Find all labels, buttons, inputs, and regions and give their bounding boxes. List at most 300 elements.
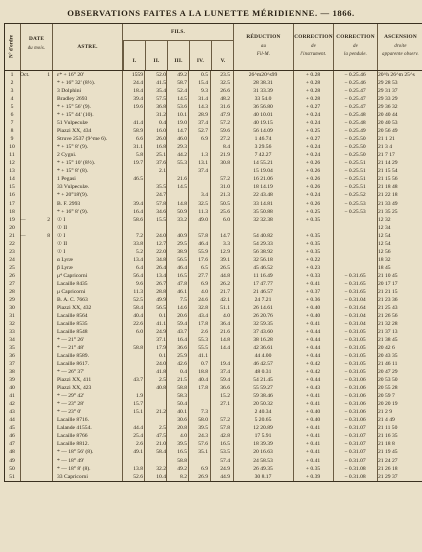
table-row: [5, 191, 422, 199]
row-fil-4: 43.4: [198, 312, 208, 319]
row-number: 35: [9, 345, 15, 352]
row-month: Oct.: [20, 72, 30, 78]
row-correction-pendule: − 0.25.53: [344, 208, 366, 215]
row-number: 36: [9, 353, 15, 360]
row-star: 33 Vulpeculæ.: [57, 184, 90, 191]
row-fil-3: 50.9: [177, 208, 187, 215]
row-ascension: 12 54: [378, 232, 391, 239]
row-fil-3: 56.5: [177, 256, 187, 263]
row-reduction: 38 16.28: [253, 337, 273, 344]
row-fil-4: 17.6: [198, 256, 208, 263]
row-reduction: 31 33.39: [253, 88, 273, 95]
row-fil-3: 25.9: [177, 353, 187, 360]
row-correction-instrument: + 0.26: [305, 168, 321, 175]
row-fil-2: 26.4: [156, 264, 166, 271]
row-reduction: 15 19.04: [253, 168, 273, 175]
row-fil-4: 7.3: [201, 409, 208, 416]
row-correction-instrument: + 0.35: [305, 248, 321, 255]
row-ascension: 21 15 56: [378, 176, 398, 183]
header-ascension: ASCENSION droite apparente observ.: [377, 24, 422, 70]
row-correction-instrument: + 0.26: [305, 160, 321, 167]
row-number: 50: [9, 465, 15, 472]
table-row: [5, 127, 422, 135]
row-number: 21: [9, 232, 15, 239]
row-fil-2: 31.2: [156, 112, 166, 119]
row-number: 17: [9, 200, 15, 207]
row-star: * — 18° 56' (8).: [57, 449, 94, 456]
row-correction-instrument: + 0.25: [305, 128, 321, 135]
row-fil-5: 44.8: [220, 272, 230, 279]
table-row: [5, 71, 422, 79]
row-fil-3: 53.6: [177, 104, 187, 111]
row-correction-instrument: + 0.24: [305, 112, 321, 119]
row-fil-5: 42.1: [220, 296, 230, 303]
row-correction-instrument: + 0.41: [305, 425, 321, 432]
row-ascension: 21 37 13: [378, 329, 398, 335]
row-fil-3: 47.8: [177, 280, 187, 287]
row-star: Lacaille 8548: [57, 329, 88, 335]
row-day: 2: [47, 216, 50, 223]
row-fil-5: 19.4: [220, 361, 230, 368]
row-fil-3: 58.7: [177, 80, 187, 87]
row-correction-instrument: + 0.41: [305, 449, 321, 456]
row-number: 16: [9, 192, 15, 199]
row-correction-instrument: + 0.44: [305, 329, 321, 335]
row-reduction: 56 14.09: [253, 128, 273, 135]
row-fil-4: 6.9: [201, 465, 208, 472]
table-row: [5, 457, 422, 465]
row-star: Piazzi XX, 432: [57, 304, 92, 311]
row-correction-pendule: − 0.25.52: [344, 192, 366, 199]
row-ascension: 21 18 8: [378, 441, 395, 448]
table-row: [5, 424, 422, 432]
row-fil-4: 55.9: [198, 248, 208, 255]
row-correction-instrument: + 0.22: [305, 256, 321, 263]
row-star: * — 21° 48': [57, 345, 85, 352]
row-correction-pendule: − 0.31.07: [344, 433, 366, 440]
row-fil-1: 19.7: [133, 160, 143, 167]
table-row: [5, 151, 422, 159]
row-reduction: 30 8.17: [254, 473, 272, 480]
row-star: 33 Capricorni: [57, 473, 88, 480]
row-ascension: 21 18 48: [378, 184, 398, 191]
row-number: 45: [9, 425, 15, 432]
row-fil-1: 6.4: [136, 264, 143, 271]
row-reduction: 14 55.21: [253, 160, 273, 167]
table-row: [5, 473, 422, 481]
row-ascension: 20 40 44: [378, 112, 398, 119]
row-fil-5: 26.2: [220, 280, 230, 287]
row-ascension: 29 33 29: [378, 96, 398, 103]
row-ascension: 21 3 4: [378, 144, 392, 151]
row-fil-1: 52.6: [133, 473, 143, 480]
row-star: * + 15° 10' (8½).: [57, 160, 96, 167]
row-correction-pendule: − 0.31.08: [344, 465, 366, 472]
row-fil-3: 42.6: [177, 361, 187, 368]
row-correction-pendule: − 0.25.50: [344, 136, 366, 143]
row-star: ☉ II: [57, 240, 68, 247]
header-correction-instrument: CORRECTION de l'instrument.: [293, 24, 333, 70]
row-fil-1: 5.8: [136, 152, 143, 159]
table-row: [5, 384, 422, 392]
row-star: ☉ I: [57, 232, 66, 239]
row-star: Piazzi XX, 423: [57, 385, 92, 392]
row-number: 42: [9, 401, 15, 408]
table-row: [5, 408, 422, 416]
row-correction-pendule: − 0.31.05: [344, 353, 366, 360]
row-fil-3: 21.5: [177, 377, 187, 384]
table-row: [5, 159, 422, 167]
row-correction-pendule: − 0.31.04: [344, 312, 366, 319]
row-number: 11: [9, 152, 15, 159]
table-row: [5, 256, 422, 264]
row-correction-instrument: + 0.41: [305, 393, 321, 400]
row-number: 18: [9, 208, 15, 215]
row-correction-instrument: + 0.42: [305, 361, 321, 368]
row-ascension: 29 31 37: [378, 88, 398, 95]
row-ascension: 20 53 50: [378, 377, 398, 384]
row-correction-pendule: − 0.31.65: [344, 272, 366, 279]
row-correction-pendule: − 0.31.08: [344, 473, 366, 480]
row-number: 5: [10, 104, 14, 111]
row-correction-instrument: + 0.25: [305, 208, 321, 215]
row-number: 28: [9, 288, 15, 295]
row-fil-3: 49.2: [177, 465, 187, 472]
row-ascension: 21 33 49: [378, 200, 398, 207]
row-ascension: 21 38 45: [378, 337, 398, 344]
row-star: μ Capricorni: [57, 288, 86, 295]
row-ascension: 21 22 18: [378, 192, 398, 199]
table-row: [5, 111, 422, 119]
row-correction-instrument: + 0.28: [305, 72, 321, 78]
row-fil-2: 24.7: [156, 192, 166, 199]
row-fil-5: 32.5: [220, 80, 230, 87]
row-star: * — 26° 37': [57, 369, 85, 376]
row-reduction: 12 20.89: [253, 425, 273, 432]
row-fil-3: 46.1: [177, 288, 187, 295]
table-row: [5, 240, 422, 248]
row-correction-pendule: − 0.31.06: [344, 393, 366, 400]
row-fil-3: 21.6: [177, 176, 187, 183]
row-ascension: 12 32: [378, 216, 391, 223]
row-fil-2: 16.0: [156, 128, 166, 135]
row-ascension: 21 26 56: [378, 312, 398, 319]
row-star: 51 Vulpeculæ: [57, 120, 88, 127]
row-number: 9: [10, 136, 14, 143]
row-ascension: 21 21 15: [378, 288, 398, 295]
row-fil-2: 52.0: [156, 72, 166, 78]
row-star: * + 15° 44' (10).: [57, 112, 94, 119]
row-star: 2 Cygni.: [57, 152, 77, 159]
row-reduction: 11 16.49: [253, 272, 273, 279]
row-fil-5: 44.9: [220, 473, 230, 480]
row-fil-2: 37.6: [156, 160, 166, 167]
row-fil-5: 57.4: [220, 457, 230, 464]
row-star: Piazzi XX, 434: [57, 128, 92, 135]
row-day: 8: [47, 232, 50, 239]
table-row: [5, 392, 422, 400]
table-row: [5, 344, 422, 352]
table-body: [5, 71, 422, 481]
row-fil-3: 44.2: [177, 152, 187, 159]
row-fil-1: 58.6: [133, 216, 143, 223]
row-fil-4: 55.3: [198, 337, 208, 344]
row-fil-3: 20.6: [177, 312, 187, 319]
row-fil-1: 19.6: [133, 104, 143, 111]
row-number: 8: [10, 128, 14, 135]
row-reduction: 2 40.34: [254, 409, 272, 416]
row-fil-1: 13.8: [133, 465, 143, 472]
row-star: Lacaille 8535: [57, 320, 88, 327]
row-reduction: 36 56.80: [253, 104, 273, 111]
row-fil-5: 36.6: [220, 385, 230, 392]
row-number: 40: [9, 385, 15, 392]
row-reduction: 18 39.39: [253, 441, 273, 448]
row-fil-4: 31.4: [198, 96, 208, 103]
table-row: [5, 465, 422, 473]
row-ascension: 21 10 45: [378, 272, 398, 279]
row-fil-1: 22.6: [133, 320, 143, 327]
table-row: [5, 368, 422, 376]
row-number: 12: [9, 160, 15, 167]
row-fil-4: 0.5: [201, 72, 208, 78]
row-reduction: 59 38.46: [253, 393, 273, 400]
row-fil-4: 35.1: [198, 449, 208, 456]
row-fil-3: 14.8: [177, 200, 187, 207]
row-fil-1: 43.7: [133, 377, 143, 384]
row-fil-3: 19.0: [177, 120, 187, 127]
row-correction-instrument: + 0.40: [305, 312, 321, 319]
row-ascension: 21 2 9: [378, 409, 392, 416]
table-row: [5, 264, 422, 272]
row-reduction: 35 50.88: [253, 208, 273, 215]
row-reduction: 48 0.31: [254, 369, 272, 376]
row-correction-instrument: + 0.41: [305, 320, 321, 327]
table-row: [5, 216, 422, 224]
row-correction-pendule: − 0.25.49: [344, 128, 366, 135]
row-fil-4: 52.7: [198, 128, 208, 135]
row-fil-2: 15.5: [156, 216, 166, 223]
row-fil-4: 1.3: [201, 152, 208, 159]
row-fil-4: 39.5: [198, 425, 208, 432]
row-reduction: 56 38.92: [253, 248, 273, 255]
row-correction-instrument: + 0.24: [305, 152, 321, 159]
row-star: ε* + 16° 20': [57, 72, 84, 78]
row-correction-instrument: + 0.44: [305, 377, 321, 384]
row-fil-1: 7.2: [136, 232, 143, 239]
table-row: [5, 328, 422, 336]
table-row: [5, 336, 422, 344]
row-fil-2: 37.1: [156, 337, 166, 344]
row-fil-2: 2.1: [159, 168, 166, 175]
row-fil-2: 13.4: [156, 272, 166, 279]
row-star: Struve 2537 (9^me 6).: [57, 136, 108, 143]
row-reduction: 37 43.60: [253, 329, 273, 335]
row-fil-3: 38.9: [177, 248, 187, 255]
header-correction-pendule: CORRECTION de la pendule.: [333, 24, 377, 70]
table-row: [5, 376, 422, 384]
row-ascension: 21 16 35: [378, 433, 398, 440]
row-fil-4: 32.5: [198, 200, 208, 207]
row-reduction: 24 58.53: [253, 457, 273, 464]
row-fil-4: 0.7: [201, 361, 208, 368]
row-correction-instrument: + 0.35: [305, 240, 321, 247]
row-fil-2: 24.0: [156, 232, 166, 239]
row-ascension: 21 15 54: [378, 168, 398, 175]
row-reduction: 26^m20^s99: [248, 72, 278, 78]
row-correction-instrument: + 0.24: [305, 144, 321, 151]
row-correction-pendule: − 0.31.04: [344, 296, 366, 303]
header-reduction: RÉDUCTION au Fil-M.: [233, 24, 293, 70]
row-fil-5: 59.6: [220, 128, 230, 135]
row-correction-pendule: − 0.25.47: [344, 88, 366, 95]
row-star: * + 15° 56' (9).: [57, 104, 91, 111]
row-number: 43: [9, 409, 15, 416]
row-fil-3: 58.8: [177, 457, 187, 464]
row-correction-pendule: − 0.25.50: [344, 144, 366, 151]
row-star: * + 16° 8' (9).: [57, 208, 89, 215]
row-star: * — 23° 0': [57, 409, 82, 416]
row-fil-3: 40.1: [177, 409, 187, 416]
row-fil-5: 14.4: [220, 345, 230, 352]
row-number: 10: [9, 144, 15, 151]
row-correction-instrument: + 0.40: [305, 304, 321, 311]
row-fil-5: 24.9: [220, 465, 230, 472]
row-fil-1: 58.9: [133, 128, 143, 135]
row-fil-5: 31.0: [220, 184, 230, 191]
row-fil-1: 46.5: [133, 176, 143, 183]
row-star: * — 23° 28': [57, 401, 85, 408]
row-correction-pendule: − 0.31.06: [344, 385, 366, 392]
table-row: [5, 320, 422, 328]
table-row: [5, 200, 422, 208]
row-correction-instrument: + 0.41: [305, 441, 321, 448]
row-fil-2: 0.1: [159, 353, 166, 360]
row-fil-2: 24.0: [156, 361, 166, 368]
row-reduction: 32 59.35: [253, 320, 273, 327]
row-fil-2: 0.4: [159, 120, 166, 127]
row-fil-1: 56.4: [133, 272, 143, 279]
row-star: * — 21° 26': [57, 337, 85, 344]
row-star: B. A. C. 7663: [57, 296, 88, 303]
table-row: [5, 360, 422, 368]
row-number: 22: [9, 240, 15, 247]
row-fil-4: 57.6: [198, 441, 208, 448]
row-fil-2: 26.0: [156, 136, 166, 143]
table-row: [5, 280, 422, 288]
row-fil-3: 50.4: [177, 401, 187, 408]
table-row: [5, 119, 422, 127]
row-fil-5: 25.6: [220, 208, 230, 215]
row-ascension: 18 32: [378, 256, 391, 263]
row-star: ☉ II: [57, 224, 68, 231]
row-fil-5: 57.2: [220, 120, 230, 127]
table-row: [5, 400, 422, 408]
row-ascension: 20 42 6: [378, 345, 395, 352]
row-fil-5: 27.1: [220, 401, 230, 408]
row-star: Lacaille 8812.: [57, 441, 89, 448]
row-reduction: 26 14.61: [253, 304, 273, 311]
row-star: ☉ I: [57, 216, 66, 223]
row-correction-pendule: − 0.31.06: [344, 409, 366, 416]
row-reduction: 40 10.01: [253, 112, 273, 119]
row-fil-5: 21.6: [220, 329, 230, 335]
row-fil-5: 26.5: [220, 264, 230, 271]
table-row: [5, 416, 422, 424]
row-number: 46: [9, 433, 15, 440]
row-reduction: 44 4.00: [254, 353, 272, 360]
row-fil-3: 59.4: [177, 320, 187, 327]
page-title: OBSERVATIONS FAITES A LA LUNETTE MÉRIDIENNE. — 1866.: [67, 8, 355, 18]
row-fil-4: 55.5: [198, 345, 208, 352]
observation-table: [4, 23, 422, 482]
row-fil-4: 17.8: [198, 385, 208, 392]
row-star: * + 20°18'(9).: [57, 192, 89, 199]
row-number: 33: [9, 329, 15, 335]
row-ascension: 20 40 53: [378, 120, 398, 127]
row-fil-1: 13.4: [133, 256, 143, 263]
row-fil-3: 0.4: [180, 369, 187, 376]
row-number: 32: [9, 320, 15, 327]
row-fil-3: 20.8: [177, 425, 187, 432]
row-fil-2: 49.9: [156, 296, 166, 303]
row-fil-3: 14.5: [177, 184, 187, 191]
row-fil-1: 58.4: [133, 304, 143, 311]
table-row: [5, 208, 422, 216]
row-fil-5: 15.2: [220, 393, 230, 400]
row-correction-instrument: + 0.24: [305, 192, 321, 199]
row-fil-1: 2.6: [136, 441, 143, 448]
row-correction-pendule: − 0.25.51: [344, 160, 366, 167]
row-month: —: [20, 216, 26, 223]
table-row: [5, 304, 422, 312]
row-star: * — 18° 8' (8).: [57, 465, 91, 472]
row-correction-instrument: + 0.27: [305, 136, 321, 143]
row-fil-4: 26.9: [198, 473, 208, 480]
table-row: [5, 448, 422, 456]
row-ascension: 21 23 36: [378, 296, 398, 303]
row-fil-3: 4.0: [180, 433, 187, 440]
row-correction-instrument: + 0.41: [305, 401, 321, 408]
row-fil-1: 5.2: [136, 248, 143, 255]
row-reduction: 55 59.27: [253, 385, 273, 392]
table-row: [5, 167, 422, 175]
row-fil-3: 7.5: [180, 296, 187, 303]
row-fil-2: 16.8: [156, 144, 166, 151]
row-fil-2: 41.8: [156, 369, 166, 376]
row-reduction: 7 42.27: [254, 152, 272, 159]
row-reduction: 20 16.63: [253, 449, 273, 456]
row-reduction: 17 5.91: [254, 433, 272, 440]
row-ascension: 21 35 25: [378, 208, 398, 215]
row-reduction: 1 46.74: [254, 136, 272, 143]
row-fil-2: 26.7: [156, 280, 166, 287]
row-month: —: [20, 232, 26, 239]
row-fil-4: 41.1: [198, 353, 208, 360]
row-number: 13: [9, 168, 15, 175]
row-correction-instrument: + 0.36: [305, 296, 321, 303]
row-star: * — 29° 42': [57, 393, 85, 400]
table-row: [5, 95, 422, 103]
row-correction-pendule: − 0.31.64: [344, 304, 366, 311]
row-fil-2: 2.5: [159, 425, 166, 432]
row-fil-3: 16.4: [177, 337, 187, 344]
row-reduction: 22 43.48: [253, 192, 273, 199]
row-correction-instrument: + 0.26: [305, 200, 321, 207]
table-row: [5, 232, 422, 240]
row-star: Lacaille 8564: [57, 312, 88, 319]
table-row: [5, 272, 422, 280]
